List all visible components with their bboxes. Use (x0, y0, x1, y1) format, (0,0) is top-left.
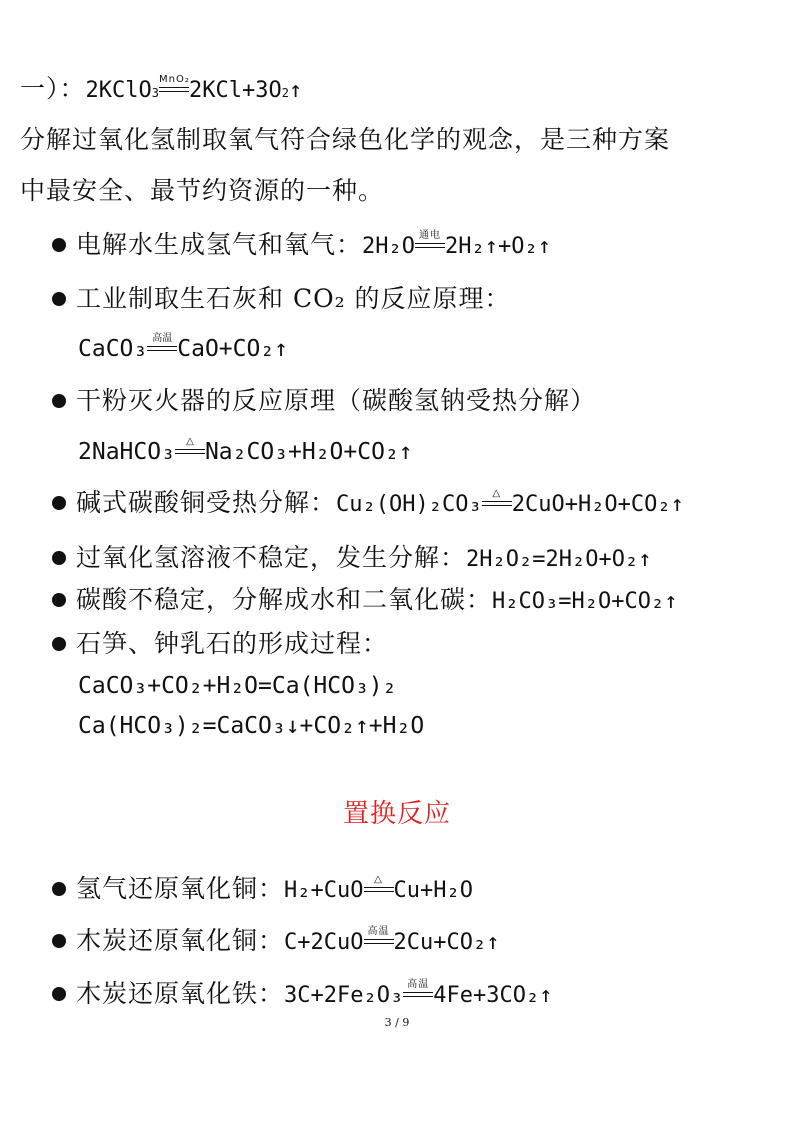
bullet (52, 394, 66, 408)
list-item-hydrogen-reduce: 氢气还原氧化铜：H₂+CuO △ Cu+H₂O (76, 874, 473, 903)
condition-high-temp: 高温 (403, 982, 433, 1004)
intro-prefix: 一）： (20, 74, 86, 103)
bullet (52, 987, 66, 1001)
condition-delta: △ (482, 491, 512, 513)
list-item-carbon-reduce-copper: 木炭还原氧化铜：C+2CuO 高温 2Cu+CO₂↑ (76, 926, 500, 955)
list-item-peroxide: 过氧化氢溶液不稳定，发生分解：2H₂O₂=2H₂O+O₂↑ (76, 543, 652, 572)
formula-reactant: 2KClO (85, 78, 152, 103)
paragraph-line-1: 分解过氧化氢制取氧气符合绿色化学的观念，是三种方案 (20, 125, 671, 154)
list-item-electrolysis: 电解水生成氢气和氧气：2H₂O 通电 2H₂↑+O₂↑ (76, 230, 551, 259)
condition-mno2: MnO₂ (159, 77, 189, 99)
list-item-copper-carbonate: 碱式碳酸铜受热分解：Cu₂(OH)₂CO₃ △ 2CuO+H₂O+CO₂↑ (76, 488, 684, 517)
bullet (52, 882, 66, 896)
condition-delta: △ (175, 439, 205, 461)
up-arrow: ↑ (288, 78, 303, 103)
list-item-stalactite-label: 石笋、钟乳石的形成过程： (76, 629, 389, 658)
bullet (52, 496, 66, 510)
condition-delta: △ (364, 877, 394, 899)
page-number: 3 / 9 (384, 1016, 410, 1029)
bullet (52, 593, 66, 607)
paragraph-line-2: 中最安全、最节约资源的一种。 (20, 176, 385, 205)
condition-high-temp: 高温 (364, 929, 394, 951)
list-item-lime-label: 工业制取生石灰和 CO₂ 的反应原理： (76, 284, 511, 313)
list-item-extinguisher-formula: 2NaHCO₃ △ Na₂CO₃+H₂O+CO₂↑ (78, 436, 413, 465)
list-item-carbonic-acid: 碳酸不稳定，分解成水和二氧化碳：H₂CO₃=H₂O+CO₂↑ (76, 585, 678, 614)
formula-product: 2KCl+3O (188, 78, 282, 103)
bullet (52, 292, 66, 306)
section-heading-displacement: 置换反应 (342, 799, 451, 829)
condition-high-temp: 高温 (147, 336, 177, 358)
bullet (52, 238, 66, 252)
bullet (52, 551, 66, 565)
condition-electric: 通电 (415, 233, 445, 255)
list-item-extinguisher-label: 干粉灭火器的反应原理（碳酸氢钠受热分解） (76, 386, 597, 415)
list-item-stalactite-formula-2: Ca(HCO₃)₂=CaCO₃↓+CO₂↑+H₂O (78, 713, 425, 739)
list-item-stalactite-formula-1: CaCO₃+CO₂+H₂O=Ca(HCO₃)₂ (78, 673, 397, 699)
intro-formula-line: 一）：2KClO3 MnO₂ 2KCl+3O2↑ (20, 74, 303, 103)
bullet (52, 934, 66, 948)
list-item-lime-formula: CaCO₃ 高温 CaO+CO₂↑ (78, 333, 289, 362)
list-item-carbon-reduce-iron: 木炭还原氧化铁：3C+2Fe₂O₃ 高温 4Fe+3CO₂↑ (76, 979, 553, 1008)
bullet (52, 637, 66, 651)
